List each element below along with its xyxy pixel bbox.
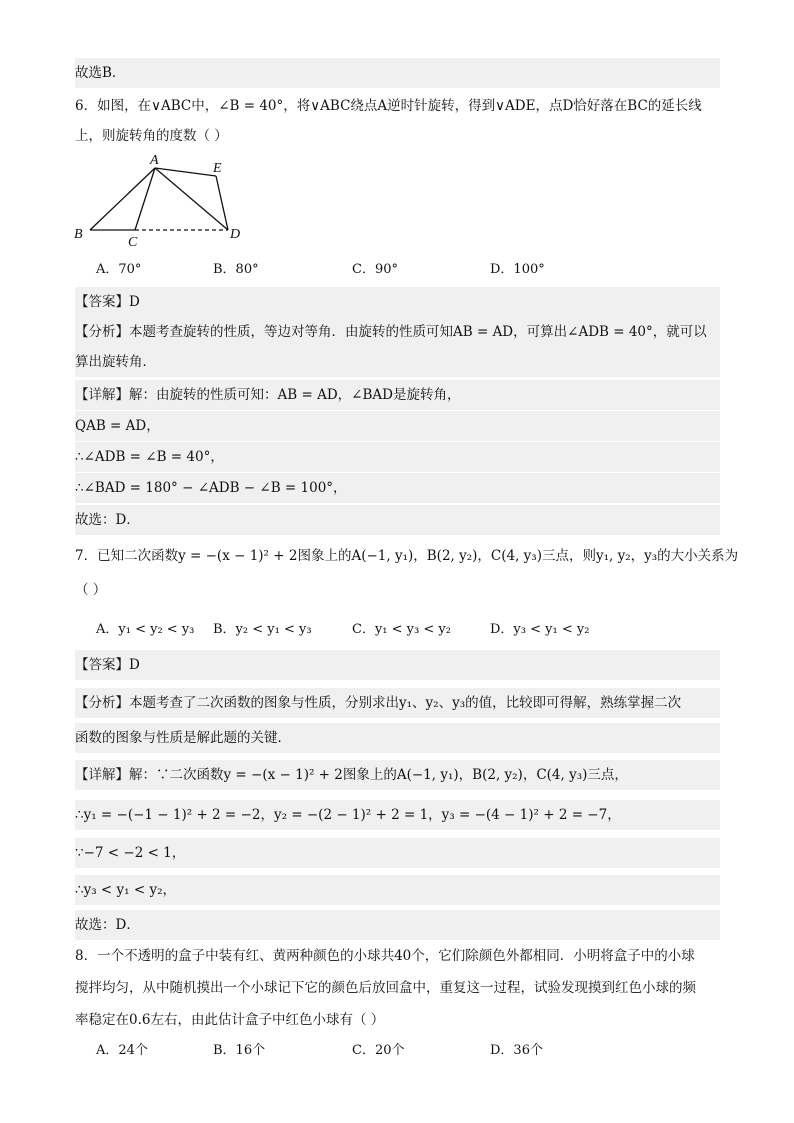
question-6-line-2: 上，则旋转角的度数（ ）: [75, 128, 228, 144]
question-8-line-2: 搅拌均匀，从中随机摸出一个小球记下它的颜色后放回盒中，重复这一过程，试验发现摸到红色小球的频: [75, 980, 696, 996]
analysis-6-line-2: 算出旋转角．: [75, 347, 720, 377]
step-6-2: ∴∠ADB = ∠B = 40°，: [75, 442, 720, 472]
option-7-b: B．y₂ < y₁ < y₃: [213, 622, 312, 637]
answer-7: 【答案】D: [75, 650, 720, 680]
option-7-c: C．y₁ < y₃ < y₂: [352, 622, 451, 637]
question-7-line-1: 7．已知二次函数y = −(x − 1)² + 2图象上的A(−1, y₁)，B(2, y₂)，C(4, y₃)三点，则y₁, y₂，y₃的大小关系为: [75, 548, 739, 564]
question-8-line-3: 率稳定在0.6左右，由此估计盒子中红色小球有（ ）: [75, 1012, 385, 1028]
analysis-7-line-1: 【分析】本题考查了二次函数的图象与性质，分别求出y₁、y₂、y₃的值，比较即可得解，熟练掌握二次: [75, 688, 720, 718]
point-label-c: C: [128, 235, 138, 248]
option-8-b: B．16个: [213, 1043, 266, 1058]
option-8-a: A．24个: [96, 1043, 148, 1058]
detail-7: 【详解】解：∵二次函数y = −(x − 1)² + 2图象上的A(−1, y₁)，B(2, y₂)，C(4, y₃)三点，: [75, 760, 720, 790]
option-6-a: A．70°: [96, 262, 142, 277]
rotation-figure: [70, 148, 260, 248]
option-7-d: D．y₃ < y₁ < y₂: [490, 622, 590, 637]
question-6-line-1: 6．如图，在∨ABC中，∠B = 40°，将∨ABC绕点A逆时针旋转，得到∨ADE，点D恰好落在BC的延长线: [75, 98, 702, 114]
point-label-d: D: [230, 227, 241, 242]
point-label-a: A: [150, 153, 159, 168]
option-6-c: C．90°: [352, 262, 398, 277]
option-8-c: C．20个: [352, 1043, 405, 1058]
analysis-6-line-1: 【分析】本题考查旋转的性质，等边对等角．由旋转的性质可知AB = AD，可算出∠ADB = 40°，就可以: [75, 317, 720, 347]
question-8-line-1: 8．一个不透明的盒子中装有红、黄两种颜色的小球共40个，它们除颜色外都相同．小明将盒子中的小球: [75, 948, 695, 964]
point-label-e: E: [213, 161, 222, 176]
step-6-1: QAB = AD，: [75, 411, 720, 441]
option-6-b: B．80°: [213, 262, 259, 277]
segment-ad: [155, 168, 228, 230]
step-7-2: ∵−7 < −2 < 1，: [75, 838, 720, 868]
step-7-3: ∴y₃ < y₁ < y₂，: [75, 875, 720, 905]
question-7-line-2: （ ）: [75, 582, 107, 598]
step-7-1: ∴y₁ = −(−1 − 1)² + 2 = −2，y₂ = −(2 − 1)² + 2 = 1，y₃ = −(4 − 1)² + 2 = −7，: [75, 800, 720, 830]
conclusion-6: 故选：D．: [75, 505, 720, 535]
answer-6: 【答案】D: [75, 287, 720, 317]
segment-ae: [155, 168, 216, 176]
option-7-a: A．y₁ < y₂ < y₃: [96, 622, 195, 637]
conclusion-7: 故选：D．: [75, 910, 720, 940]
option-8-d: D．36个: [490, 1043, 543, 1058]
conclusion-prev: 故选B．: [75, 58, 720, 88]
option-6-d: D．100°: [490, 262, 545, 277]
analysis-7-line-2: 函数的图象与性质是解此题的关键．: [75, 723, 720, 753]
point-label-b: B: [74, 227, 83, 242]
detail-6: 【详解】解：由旋转的性质可知：AB = AD，∠BAD是旋转角，: [75, 380, 720, 410]
step-6-3: ∴∠BAD = 180° − ∠ADB − ∠B = 100°，: [75, 473, 720, 503]
